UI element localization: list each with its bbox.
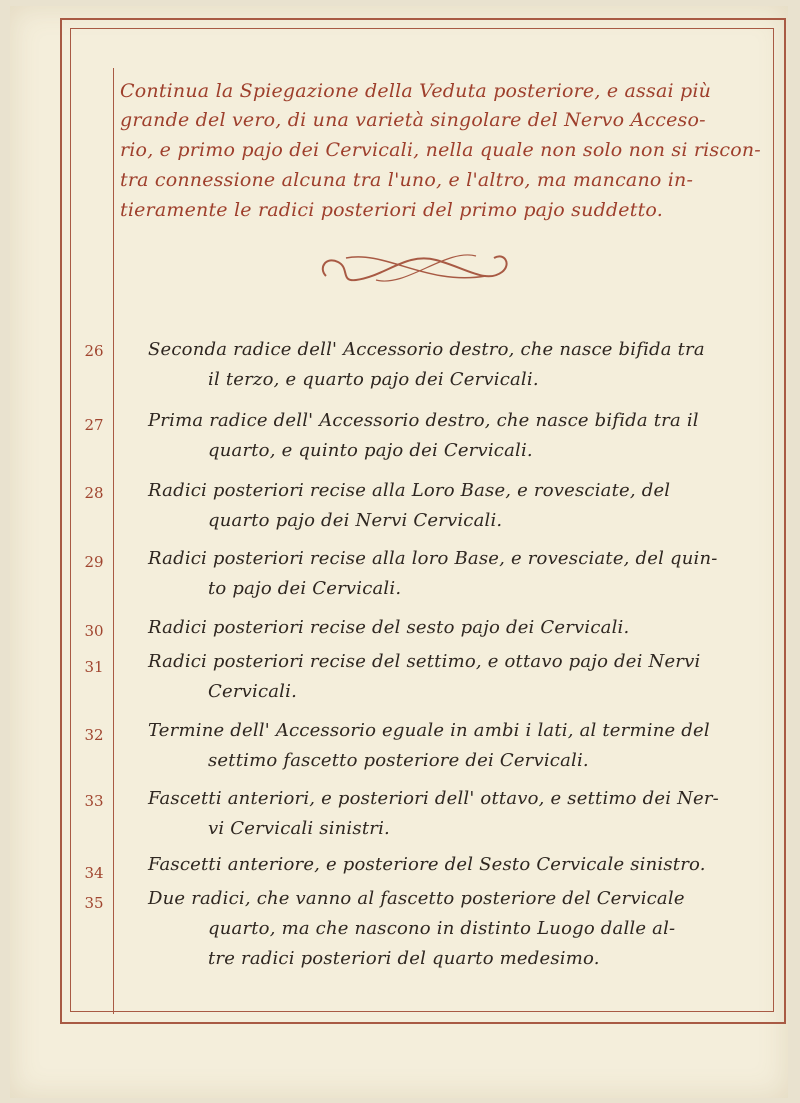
entry-line: quarto, e quinto pajo dei Cervicali.: [208, 440, 533, 461]
entry-line: Radici posteriori recise del sesto pajo dei Cervicali.: [148, 617, 630, 638]
entry-line: quarto, ma che nascono in distinto Luogo dalle al-: [208, 918, 676, 939]
entry-line: Seconda radice dell' Accessorio destro, che nasce bifida tra: [148, 339, 705, 360]
entry-line: Termine dell' Accessorio eguale in ambi i lati, al termine del: [148, 720, 710, 741]
entry-line: Fascetti anteriori, e posteriori dell' ottavo, e settimo dei Ner-: [148, 788, 719, 809]
entry-number: 32: [84, 726, 104, 744]
title-line-1: Continua la Spiegazione della Veduta posteriore, e assai più: [120, 80, 712, 102]
entry-number: 26: [84, 342, 104, 360]
entry-number: 30: [84, 622, 104, 640]
title-line-5: tieramente le radici posteriori del primo pajo suddetto.: [120, 199, 663, 221]
title-line-4: tra connessione alcuna tra l'uno, e l'altro, ma mancano in-: [120, 169, 694, 191]
entry-line: Fascetti anteriore, e posteriore del Sesto Cervicale sinistro.: [148, 854, 706, 875]
entry-number: 27: [84, 416, 104, 434]
flourish-ornament-icon: [316, 246, 516, 292]
entry-number: 29: [84, 553, 104, 571]
entry-line: Radici posteriori recise alla loro Base, e rovesciate, del quin-: [148, 548, 718, 569]
entry-line: quarto pajo dei Nervi Cervicali.: [208, 510, 503, 531]
entry-number: 28: [84, 484, 104, 502]
entry-line: Prima radice dell' Accessorio destro, che nasce bifida tra il: [148, 410, 699, 431]
entry-number: 33: [84, 792, 104, 810]
entry-number: 34: [84, 864, 104, 882]
entry-line: to pajo dei Cervicali.: [208, 578, 402, 599]
entry-line: tre radici posteriori del quarto medesimo.: [208, 948, 600, 969]
entry-line: vi Cervicali sinistri.: [208, 818, 390, 839]
entry-line: settimo fascetto posteriore dei Cervicali.: [208, 750, 589, 771]
manuscript-page: [10, 6, 788, 1098]
entry-line: Due radici, che vanno al fascetto posteriore del Cervicale: [148, 888, 685, 909]
title-line-2: grande del vero, di una varietà singolare del Nervo Acceso-: [120, 109, 706, 131]
entry-number: 31: [84, 658, 104, 676]
entry-line: il terzo, e quarto pajo dei Cervicali.: [208, 369, 539, 390]
entry-number: 35: [84, 894, 104, 912]
entry-line: Radici posteriori recise alla Loro Base, e rovesciate, del: [148, 480, 671, 501]
entry-line: Cervicali.: [208, 681, 298, 702]
entry-line: Radici posteriori recise del settimo, e ottavo pajo dei Nervi: [148, 651, 701, 672]
title-line-3: rio, e primo pajo dei Cervicali, nella quale non solo non si riscon-: [120, 139, 761, 161]
